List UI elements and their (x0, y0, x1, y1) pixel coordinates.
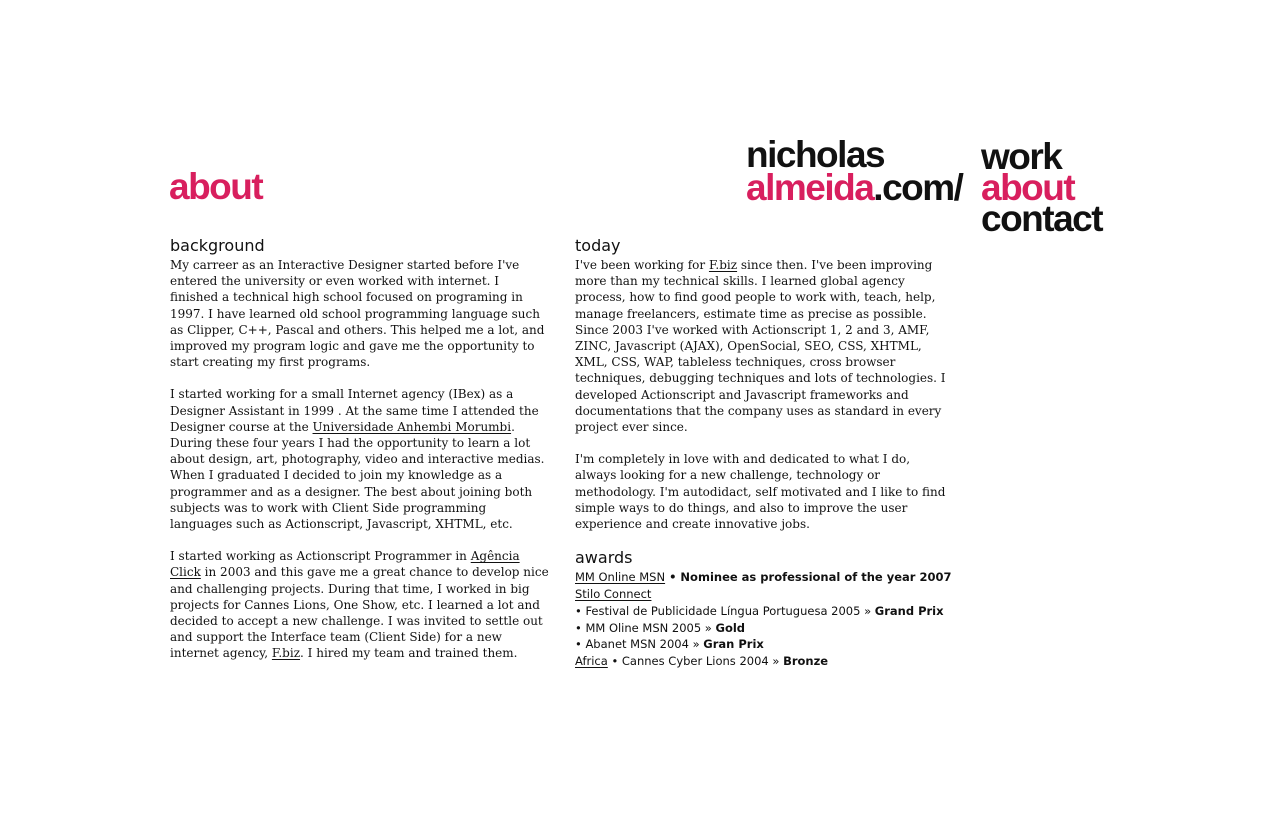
award-prize: Gold (715, 620, 746, 635)
background-section (170, 236, 550, 678)
background-paragraph-1: My carreer as an Interactive Designer started before I've entered the university or even worked with internet. I finished a technical high school focused on programing in 1997. I have learned old school programming language such as Clipper, C++, Pascal and others. This helped me a lot, and improved my program logic and gave me the opportunity to start creating my first programs. (170, 258, 545, 370)
background-paragraph-3 (170, 548, 550, 661)
mm-online-msn-link[interactable]: MM Online MSN (575, 570, 666, 585)
award-prize: Bronze (783, 654, 829, 669)
today-heading: today (575, 236, 621, 255)
background-p2-text-b: . During these four years I had the opportunity to learn a lot about design, art, photography, video and interactive medias. When I graduated I decided to join my knowledge as a programmer and as a designer. The best about joining both subjects was to work with Client Side programming languages such as Actionscript, Javascript, XHTML, etc. (170, 419, 545, 532)
award-text: • Cannes Cyber Lions 2004 » (607, 654, 784, 669)
award-row (575, 569, 953, 586)
page-title: about (169, 166, 263, 207)
logo-last-name: almeida (746, 167, 874, 208)
background-p3-text-a: I started working as Actionscript Programmer in (170, 549, 471, 564)
awards-list (575, 569, 953, 670)
award-row (575, 586, 953, 603)
award-nominee-text: • Nominee as professional of the year 2007 (665, 570, 952, 585)
fbiz-link-today[interactable]: F.biz (708, 258, 738, 272)
background-heading: background (170, 236, 265, 255)
award-row (575, 603, 953, 620)
background-p3-text-b: in 2003 and this gave me a great chance to develop nice and challenging projects. During that time, I worked in big projects for Cannes Lions, One Show, etc. I learned a lot and decided to accept a new challenge. I was invited to settle out and support the Interface team (Client Side) for a new internet agency, (170, 565, 549, 661)
award-row (575, 620, 953, 637)
award-text: • Abanet MSN 2004 » (575, 637, 704, 652)
background-paragraph-2 (170, 386, 550, 532)
award-row (575, 636, 953, 653)
nav-work[interactable]: work (981, 136, 1062, 177)
award-prize: Grand Prix (874, 603, 944, 618)
award-text: • Festival de Publicidade Língua Portuguesa 2005 » (575, 603, 875, 618)
award-prize: Gran Prix (703, 637, 764, 652)
today-paragraph-1 (575, 257, 953, 435)
fbiz-link-background[interactable]: F.biz (271, 646, 301, 661)
award-text: • MM Oline MSN 2005 » (575, 620, 716, 635)
agencia-click-link[interactable]: Agência Click (170, 549, 520, 580)
award-row (575, 653, 953, 670)
today-p1-text-a: I've been working for (575, 258, 709, 272)
background-p3-text-c: . I hired my team and trained them. (300, 646, 518, 661)
africa-link[interactable]: Africa (575, 654, 608, 669)
logo-first-name: nicholas (746, 134, 885, 175)
anhembi-morumbi-link[interactable]: Universidade Anhembi Morumbi (312, 419, 512, 434)
site-logo[interactable] (746, 134, 963, 208)
today-paragraph-2: I'm completely in love with and dedicated to what I do, always looking for a new challenge, technology or methodology. I'm autodidact, self motivated and I like to find simple ways to do things, and also to improve the user experience and create innovative jobs. (575, 452, 946, 532)
logo-domain: .com/ (873, 167, 963, 208)
background-p2-text-a: I started working for a small Internet agency (IBex) as a Designer Assistant in 1999 . At the same time I attended the Designer course at the (170, 387, 539, 434)
logo-second-line (746, 167, 963, 208)
main-nav (981, 136, 1103, 239)
today-section (575, 236, 953, 670)
awards-heading: awards (575, 548, 633, 568)
nav-about[interactable]: about (981, 167, 1075, 208)
stilo-connect-link[interactable]: Stilo Connect (575, 587, 652, 602)
nav-contact[interactable]: contact (981, 198, 1103, 239)
today-p1-text-b: since then. I've been improving more than my technical skills. I learned global agency process, how to find good people to work with, teach, help, manage freelancers, estimate time as precise as possible. Since 2003 I've worked with Actionscript 1, 2 and 3, AMF, ZINC, Javascript (AJAX), OpenSocial, SEO, CSS, XHTML, XML, CSS, WAP, tableless techniques, cross browser techniques, debugging techniques and lots of technologies. I developed Actionscript and Javascript frameworks and documentations that the company uses as standard in every project ever since. (575, 258, 946, 435)
